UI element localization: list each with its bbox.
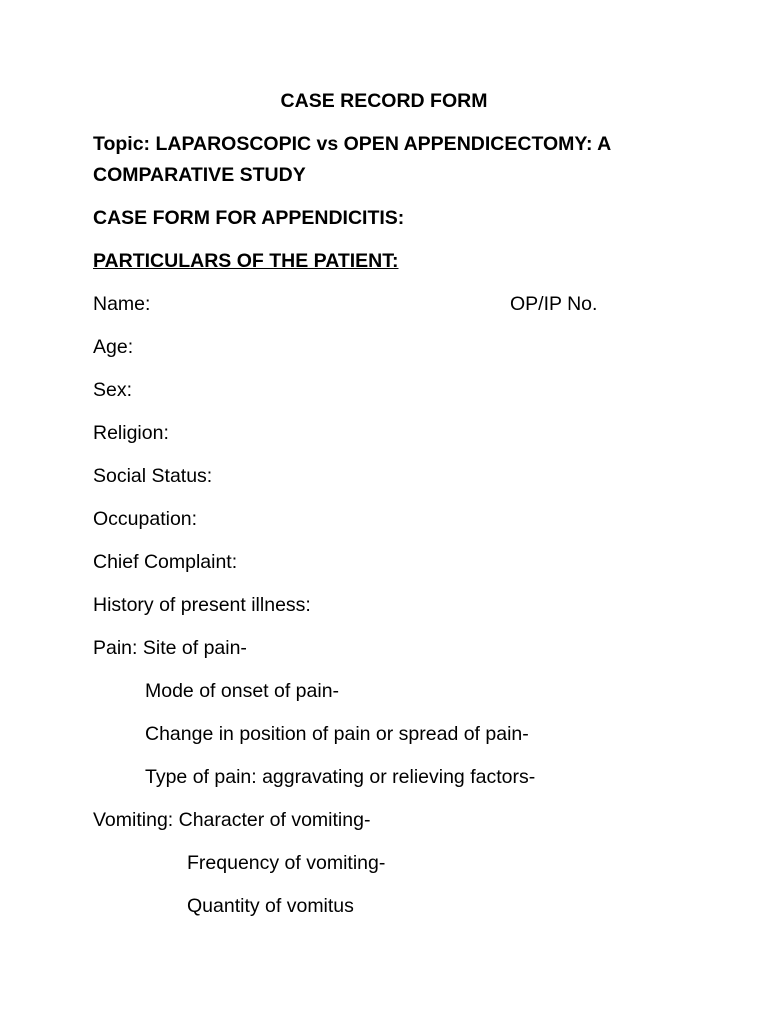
field-sex-label: Sex: <box>93 379 133 401</box>
field-op-ip-no-label: OP/IP No. <box>510 293 598 315</box>
vomiting-character-label: Vomiting: Character of vomiting- <box>93 809 371 831</box>
pain-site-label: Pain: Site of pain- <box>93 637 247 659</box>
vomiting-quantity-label: Quantity of vomitus <box>187 895 354 917</box>
field-chief-complaint-label: Chief Complaint: <box>93 551 238 573</box>
pain-change-in-position-label: Change in position of pain or spread of pain- <box>145 723 529 745</box>
topic-line-2: COMPARATIVE STUDY <box>93 164 306 186</box>
vomiting-frequency-label: Frequency of vomiting- <box>187 852 386 874</box>
field-religion-label: Religion: <box>93 422 169 444</box>
field-social-status-label: Social Status: <box>93 465 213 487</box>
pain-mode-of-onset-label: Mode of onset of pain- <box>145 680 340 702</box>
field-age-label: Age: <box>93 336 134 358</box>
pain-type-label: Type of pain: aggravating or relieving factors- <box>145 766 536 788</box>
topic-line-1: Topic: LAPAROSCOPIC vs OPEN APPENDICECTOMY: A <box>93 133 612 155</box>
particulars-heading: PARTICULARS OF THE PATIENT: <box>93 250 399 272</box>
field-history-present-illness-label: History of present illness: <box>93 594 311 616</box>
case-form-heading: CASE FORM FOR APPENDICITIS: <box>93 207 405 229</box>
form-title: CASE RECORD FORM <box>280 90 488 112</box>
field-name-label: Name: <box>93 293 151 315</box>
field-occupation-label: Occupation: <box>93 508 198 530</box>
